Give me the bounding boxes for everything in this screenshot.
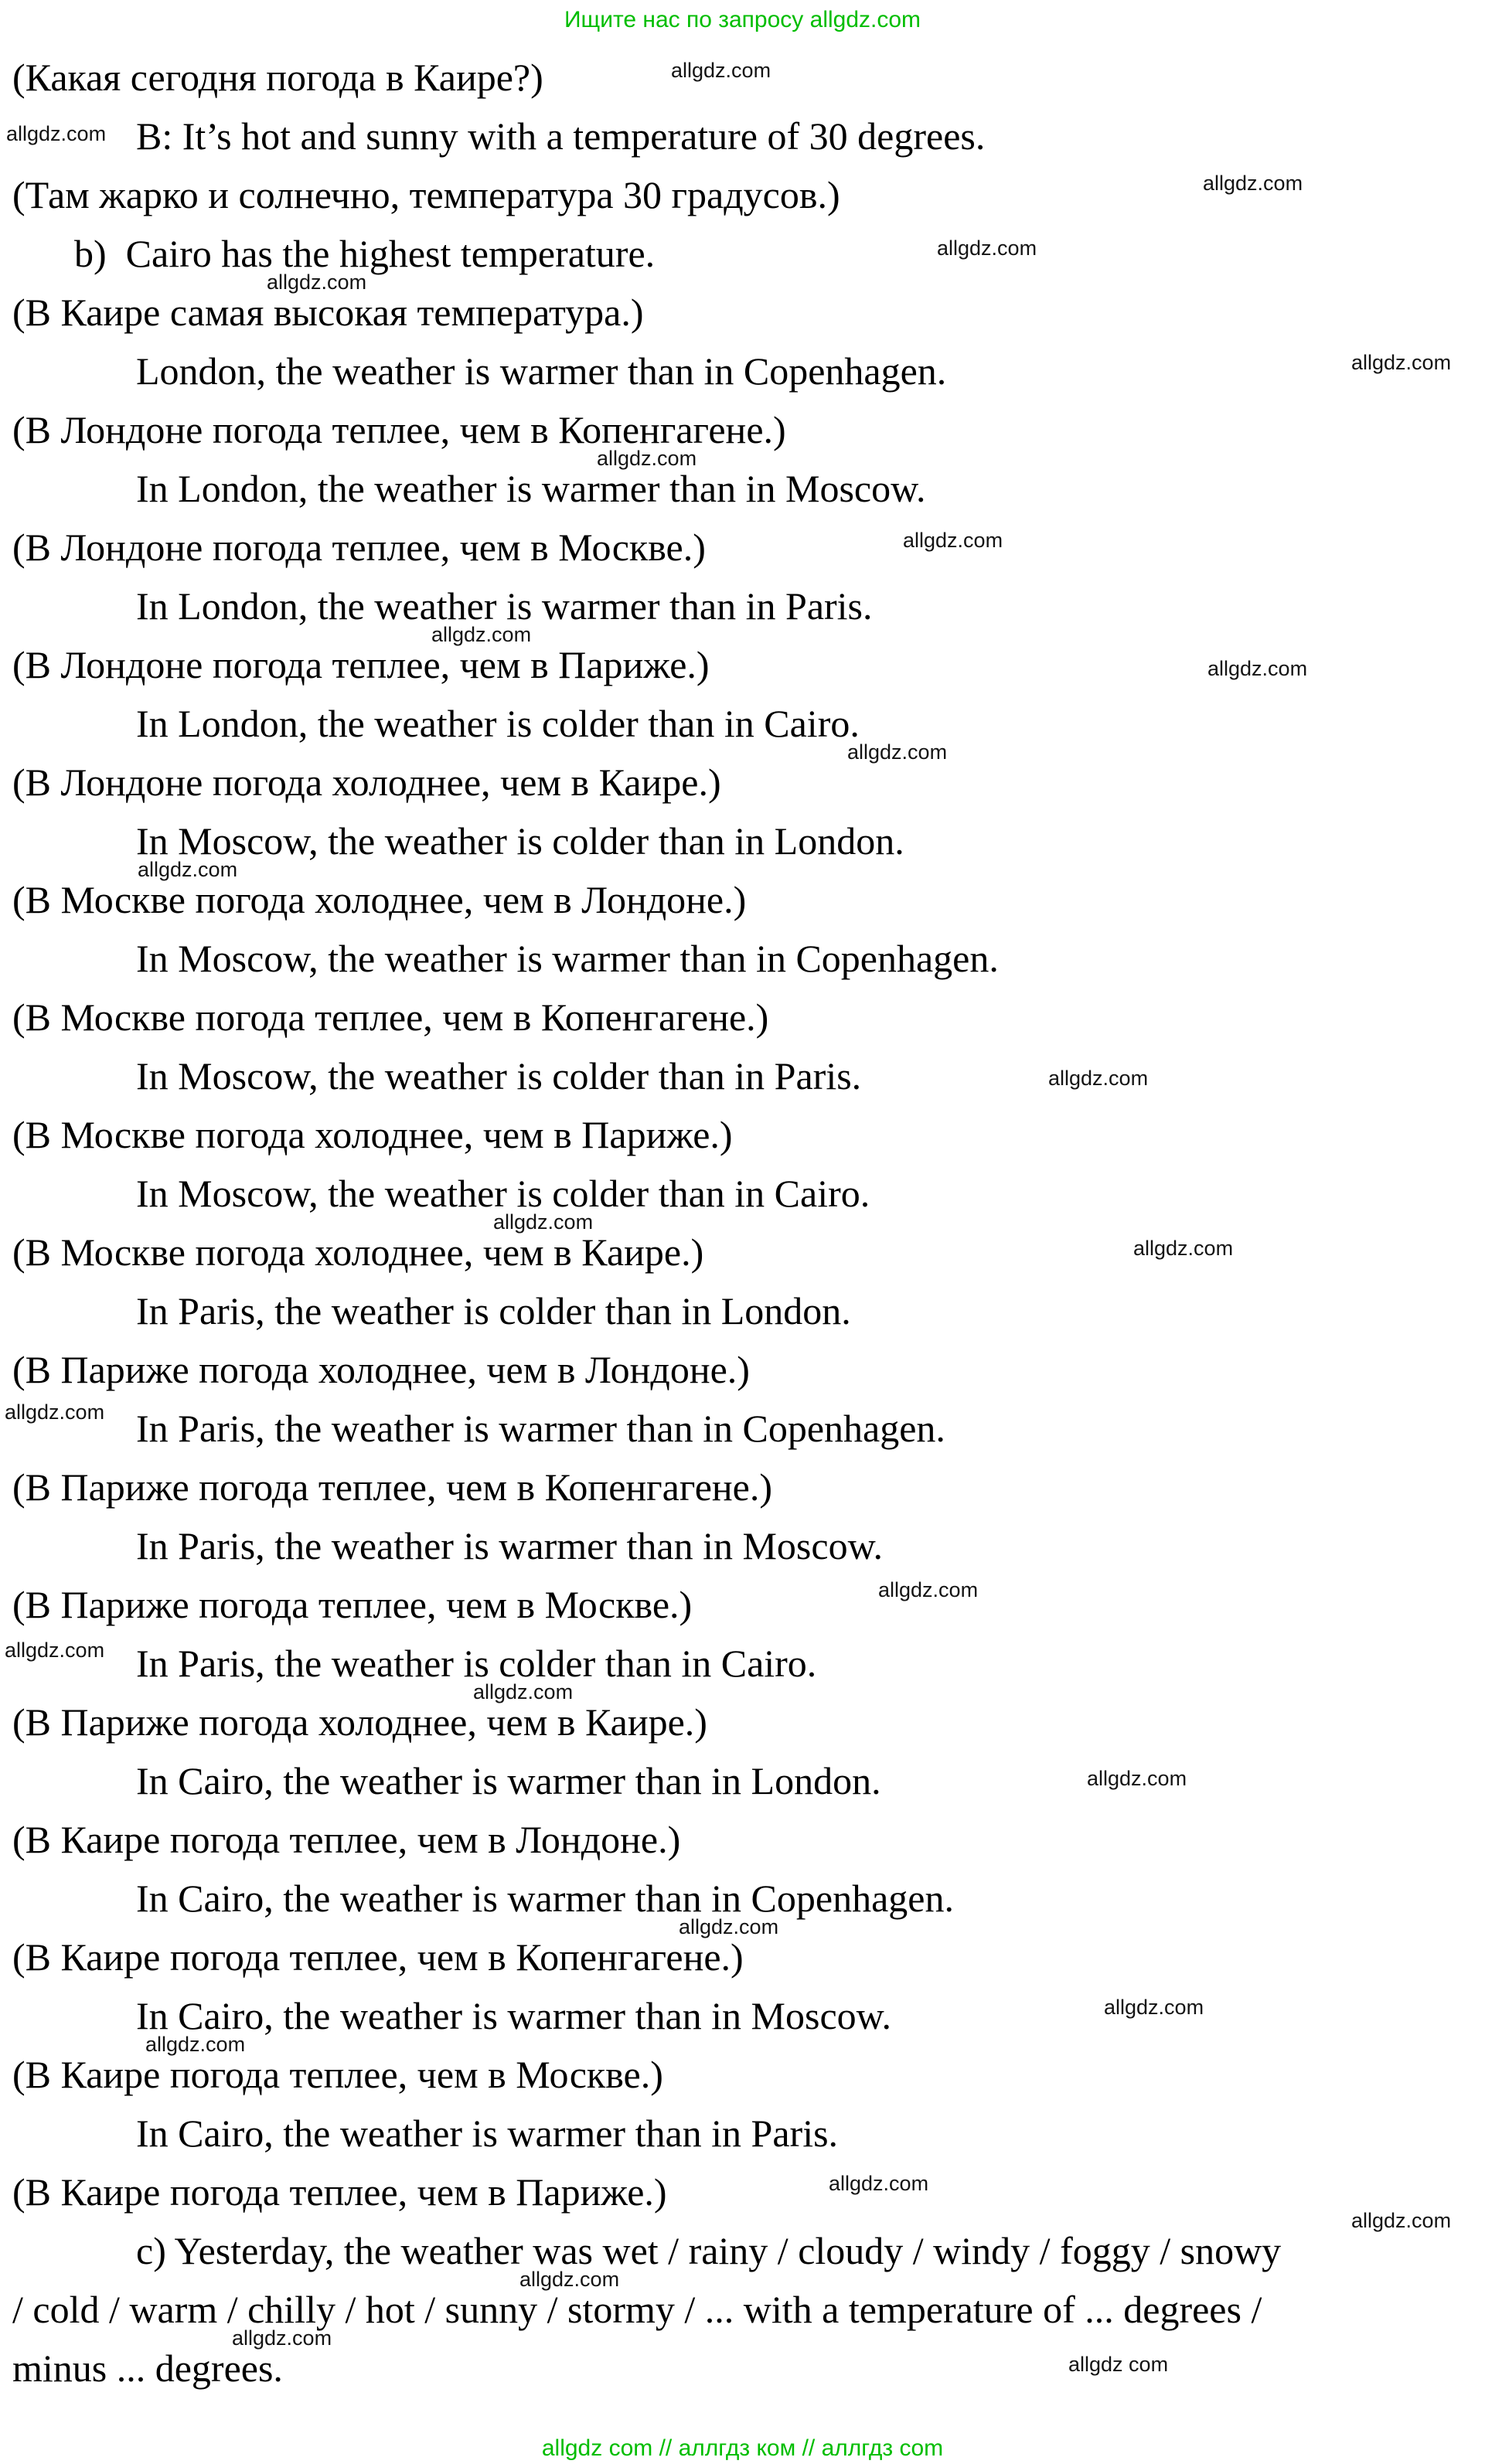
line-text: b) Cairo has the highest temperature. (74, 232, 656, 275)
sentence-line (0, 1516, 1485, 1575)
watermark: allgdz.com (937, 237, 1037, 260)
line-text: In Paris, the weather is warmer than in Copenhagen. (136, 1407, 945, 1450)
translation-line (0, 635, 1485, 694)
sentence-line (0, 459, 1485, 518)
line-text: In London, the weather is warmer than in Paris. (136, 584, 873, 628)
translation-line (0, 1693, 1485, 1751)
line-text: (В Лондоне погода теплее, чем в Копенгагене.) (12, 408, 786, 451)
sentence-line (0, 1986, 1485, 2056)
watermark: allgdz.com (5, 1400, 105, 1424)
line-text: In Cairo, the weather is warmer than in Copenhagen. (136, 1877, 954, 1920)
line-text: (В Москве погода холоднее, чем в Лондоне.) (12, 878, 747, 921)
watermark: allgdz.com (519, 2268, 620, 2291)
translation-line (0, 48, 1485, 107)
translation-line (0, 1105, 1485, 1164)
line-text: In Paris, the weather is colder than in Cairo. (136, 1642, 817, 1685)
line-text: (В Москве погода теплее, чем в Копенгагене.) (12, 995, 769, 1039)
translation-line (0, 283, 1485, 342)
sentence-line (0, 1751, 1485, 1810)
watermark: allgdz.com (232, 2326, 332, 2350)
sentence-line (0, 1164, 1485, 1234)
watermark: allgdz.com (1133, 1237, 1234, 1260)
translation-line (0, 2163, 1485, 2221)
translation-line (0, 1575, 1485, 1634)
watermark: allgdz.com (1207, 657, 1308, 680)
watermark: allgdz.com (6, 122, 107, 145)
watermark: allgdz.com (903, 529, 1003, 552)
watermark: allgdz.com (597, 447, 697, 470)
watermark: allgdz.com (267, 271, 367, 294)
line-text: (В Москве погода холоднее, чем в Париже.) (12, 1113, 733, 1156)
translation-line (0, 518, 1485, 577)
line-text: c) Yesterday, the weather was wet / rainy / cloudy / windy / foggy / snowy (136, 2229, 1282, 2272)
sentence-line (0, 694, 1485, 764)
bottom-promo-banner: allgdz com // аллгдз ком // аллгдз com (541, 2435, 944, 2461)
line-text: / cold / warm / chilly / hot / sunny / stormy / ... with a temperature of ... degrees / (12, 2288, 1262, 2331)
sentence-line (0, 1634, 1485, 1703)
translation-line (0, 1223, 1485, 1281)
watermark: allgdz.com (1104, 1996, 1204, 2019)
line-text: In Paris, the weather is warmer than in Moscow. (136, 1524, 883, 1567)
line-text: In Cairo, the weather is warmer than in Moscow. (136, 1994, 892, 2037)
translation-line (0, 165, 1485, 224)
watermark: allgdz.com (1087, 1767, 1187, 1790)
line-text: In Cairo, the weather is warmer than in Paris. (136, 2112, 839, 2155)
sentence-line (0, 929, 1485, 988)
translation-line (0, 2045, 1485, 2104)
sentence-line (0, 1399, 1485, 1458)
sentence-line (0, 577, 1485, 646)
sentence-line (0, 1047, 1485, 1105)
translation-line (0, 1928, 1485, 1986)
sentence-line (0, 2104, 1485, 2163)
watermark: allgdz.com (671, 59, 771, 82)
translation-line (0, 1458, 1485, 1516)
line-text: (В Париже погода холоднее, чем в Лондоне.) (12, 1348, 750, 1391)
watermark: allgdz com (1068, 2353, 1169, 2376)
line-text: In Paris, the weather is colder than in London. (136, 1289, 851, 1332)
watermark: allgdz.com (1351, 2209, 1452, 2232)
translation-line (0, 753, 1485, 812)
line-text: (В Париже погода теплее, чем в Москве.) (12, 1583, 693, 1626)
line-text: (В Лондоне погода теплее, чем в Москве.) (12, 526, 706, 569)
watermark: allgdz.com (431, 623, 532, 646)
line-text: (В Париже погода теплее, чем в Копенгагене.) (12, 1465, 772, 1509)
line-text: (В Каире самая высокая температура.) (12, 291, 644, 334)
sentence-line (0, 2209, 1485, 2291)
line-text: In Moscow, the weather is colder than in Cairo. (136, 1172, 870, 1215)
answer-text-body (0, 48, 1485, 2398)
sentence-line (0, 107, 1485, 165)
sentence-line (0, 812, 1485, 881)
line-text: In London, the weather is warmer than in Moscow. (136, 467, 926, 510)
translation-line (0, 400, 1485, 470)
watermark: allgdz.com (1203, 172, 1303, 195)
watermark: allgdz.com (5, 1639, 105, 1662)
watermark: allgdz.com (1048, 1067, 1149, 1090)
line-text: (В Париже погода холоднее, чем в Каире.) (12, 1700, 707, 1744)
watermark: allgdz.com (1351, 351, 1452, 374)
line-text: (В Каире погода теплее, чем в Москве.) (12, 2053, 663, 2096)
line-text: In Moscow, the weather is colder than in Paris. (136, 1054, 862, 1098)
watermark: allgdz.com (679, 1915, 779, 1938)
translation-line (0, 2280, 1485, 2350)
line-text: In London, the weather is colder than in Cairo. (136, 702, 860, 745)
line-text: In Moscow, the weather is colder than in London. (136, 819, 904, 863)
line-text: London, the weather is warmer than in Copenhagen. (136, 349, 947, 393)
line-text: (В Каире погода теплее, чем в Париже.) (12, 2170, 667, 2214)
line-text: In Cairo, the weather is warmer than in London. (136, 1759, 881, 1802)
translation-line (0, 2339, 1485, 2398)
watermark: allgdz.com (847, 740, 948, 764)
translation-line (0, 1810, 1485, 1869)
line-text: In Moscow, the weather is warmer than in Copenhagen. (136, 937, 999, 980)
translation-line (0, 988, 1485, 1047)
sentence-line (0, 342, 1485, 400)
line-text: (Какая сегодня погода в Каире?) (12, 56, 543, 99)
watermark: allgdz.com (878, 1578, 979, 1601)
sentence-line (0, 1869, 1485, 1938)
line-text: minus ... degrees. (12, 2347, 283, 2390)
sentence-line (0, 1281, 1485, 1340)
watermark: allgdz.com (138, 858, 238, 881)
watermark: allgdz.com (145, 2033, 246, 2056)
line-text: (В Лондоне погода холоднее, чем в Каире.) (12, 761, 721, 804)
line-text: (В Каире погода теплее, чем в Лондоне.) (12, 1818, 681, 1861)
line-text: (В Москве погода холоднее, чем в Каире.) (12, 1230, 704, 1274)
line-text: (Там жарко и солнечно, температура 30 градусов.) (12, 173, 840, 216)
line-text: B: It’s hot and sunny with a temperature of 30 degrees. (136, 114, 986, 158)
translation-line (0, 1340, 1485, 1399)
top-promo-banner: Ищите нас по запросу allgdz.com (564, 7, 921, 32)
translation-line (0, 870, 1485, 929)
line-text: (В Лондоне погода теплее, чем в Париже.) (12, 643, 710, 686)
watermark: allgdz.com (493, 1210, 594, 1234)
line-text: (В Каире погода теплее, чем в Копенгагене.) (12, 1935, 744, 1979)
sentence-line (0, 224, 1485, 294)
watermark: allgdz.com (829, 2172, 929, 2195)
watermark: allgdz.com (473, 1680, 574, 1703)
